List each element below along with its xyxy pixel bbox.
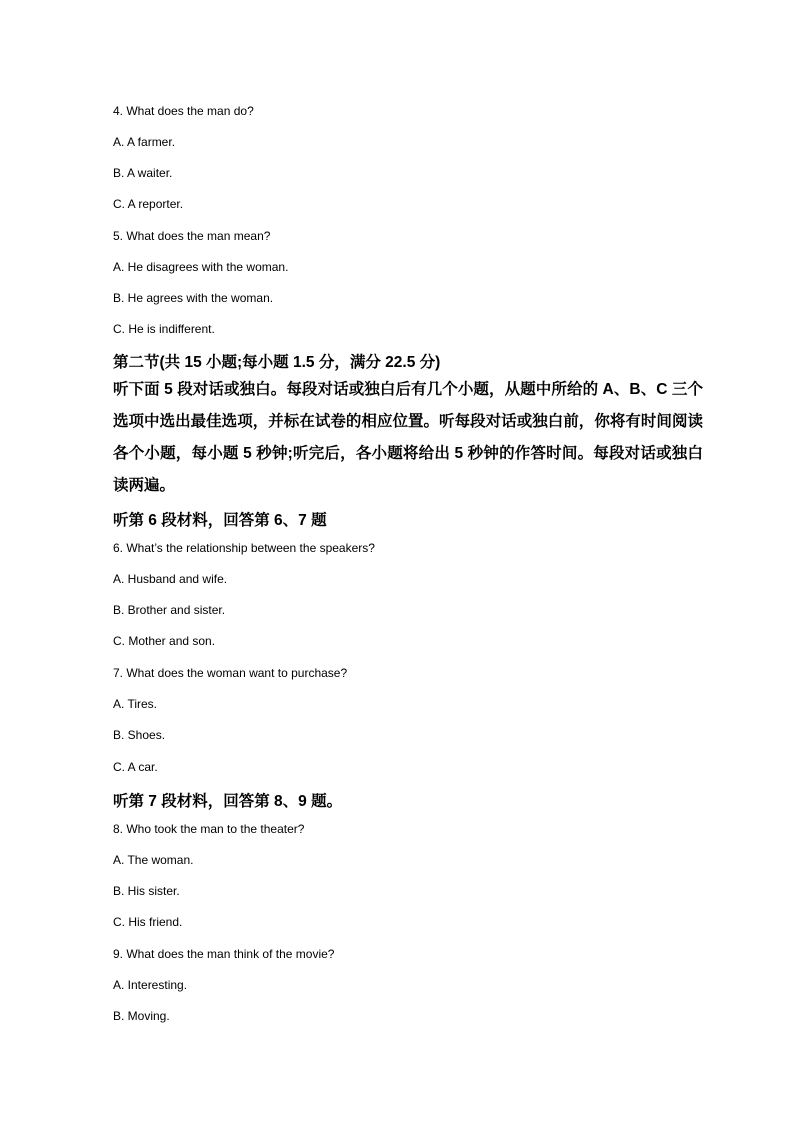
question-6-stem: 6. What’s the relationship between the speakers?: [113, 541, 375, 555]
section-2-heading: 第二节(共 15 小题;每小题 1.5 分，满分 22.5 分): [113, 354, 441, 371]
question-4-option-b: B. A waiter.: [113, 166, 173, 180]
question-8-stem: 8. Who took the man to the theater?: [113, 822, 305, 836]
question-6-option-b: B. Brother and sister.: [113, 603, 226, 617]
question-8-option-b: B. His sister.: [113, 884, 180, 898]
material-6-heading: 听第 6 段材料，回答第 6、7 题: [113, 512, 327, 529]
question-5-option-a: A. He disagrees with the woman.: [113, 260, 289, 274]
question-9-option-a: A. Interesting.: [113, 978, 188, 992]
question-4-option-c: C. A reporter.: [113, 197, 184, 211]
question-9-stem: 9. What does the man think of the movie?: [113, 947, 335, 961]
question-4-stem: 4. What does the man do?: [113, 104, 254, 118]
question-6-option-a: A. Husband and wife.: [113, 572, 228, 586]
question-8-option-c: C. His friend.: [113, 915, 183, 929]
question-7-option-a: A. Tires.: [113, 697, 158, 711]
question-7-option-b: B. Shoes.: [113, 728, 166, 742]
question-4-option-a: A. A farmer.: [113, 135, 176, 149]
material-7-heading: 听第 7 段材料，回答第 8、9 题。: [113, 793, 343, 810]
question-8-option-a: A. The woman.: [113, 853, 194, 867]
question-5-option-b: B. He agrees with the woman.: [113, 291, 274, 305]
question-5-stem: 5. What does the man mean?: [113, 229, 271, 243]
question-9-option-b: B. Moving.: [113, 1009, 170, 1023]
question-6-option-c: C. Mother and son.: [113, 634, 216, 648]
question-7-option-c: C. A car.: [113, 760, 158, 774]
question-7-stem: 7. What does the woman want to purchase?: [113, 666, 348, 680]
question-5-option-c: C. He is indifferent.: [113, 322, 215, 336]
section-2-instructions: 听下面 5 段对话或独白。每段对话或独白后有几个小题，从题中所给的 A、B、C 三个选项中选出最佳选项，并标在试卷的相应位置。听每段对话或独白前，你将有时间阅读各个小题，每小题 5 秒钟;听完后，各小题将给出 5 秒钟的作答时间。每段对话或独白读两遍。: [113, 381, 703, 494]
